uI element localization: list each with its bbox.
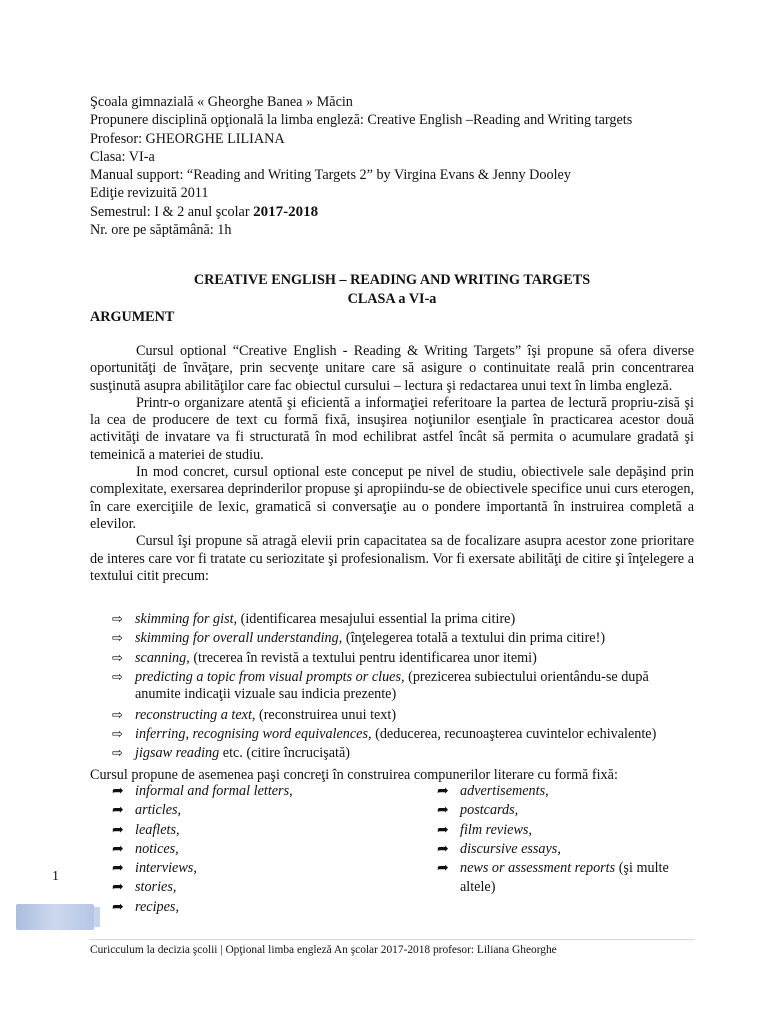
form-term: recipes, <box>135 898 179 915</box>
page-footer: Curicculum la decizia şcolii | Opţional limba engleză An şcolar 2017-2018 profesor: Liliana Gheorghe <box>90 944 557 956</box>
document-header <box>90 93 700 239</box>
curved-arrow-icon: ➦ <box>437 802 449 819</box>
skill-description: (deducerea, recunoaşterea cuvintelor echivalente) <box>371 726 657 743</box>
list-item <box>112 801 412 820</box>
school-year: 2017-2018 <box>253 203 319 220</box>
curved-arrow-icon: ➦ <box>112 840 124 857</box>
list-item <box>112 629 696 648</box>
skill-term: scanning, <box>135 649 190 666</box>
page-number-decoration <box>16 904 94 930</box>
list-item <box>112 706 696 725</box>
outline-right-arrow-icon: ⇨ <box>112 707 123 723</box>
list-item <box>437 840 702 859</box>
section-heading: ARGUMENT <box>90 309 175 325</box>
paragraph: Cursul optional “Creative English - Reading & Writing Targets” îşi propune să ofera diverse oportunităţi de învăţare, prin secvenţe unitare care să asigure o continuitate reală prin concentrarea susţinută asupra abilităţilor care fac obiectul cursului – lectura şi redactarea unui text în limba engleză. <box>90 343 694 394</box>
list-item <box>112 859 412 878</box>
skill-term: predicting a topic from visual prompts or clues, <box>135 668 405 685</box>
form-term: informal and formal letters, <box>135 783 293 799</box>
form-term: leaflets, <box>135 821 180 838</box>
curved-arrow-icon: ➦ <box>112 860 124 877</box>
list-item <box>112 669 696 704</box>
semester-line <box>90 203 700 221</box>
curved-arrow-icon: ➦ <box>437 860 449 877</box>
curved-arrow-icon: ➦ <box>112 802 124 819</box>
outline-right-arrow-icon: ⇨ <box>112 746 123 762</box>
list-item <box>437 801 702 820</box>
curved-arrow-icon: ➦ <box>112 821 124 838</box>
outline-right-arrow-icon: ⇨ <box>112 669 123 685</box>
skill-term: inferring, recognising word equivalences, <box>135 726 372 743</box>
reading-skills-list <box>112 610 696 764</box>
skill-description: etc. (citire încrucişată) <box>219 745 350 762</box>
form-term: advertisements, <box>460 783 549 799</box>
skill-description: (înţelegerea totală a textului din prima citire!) <box>342 630 606 647</box>
skill-description: (trecerea în revistă a textului pentru identificarea unor itemi) <box>189 649 537 666</box>
list-item <box>112 725 696 744</box>
edition-line: Ediţie revizuită 2011 <box>90 185 209 202</box>
form-term: articles, <box>135 802 182 819</box>
curved-arrow-icon: ➦ <box>437 840 449 857</box>
semester-label: Semestrul: I & 2 anul şcolar <box>90 203 254 220</box>
forms-list-left <box>112 782 412 917</box>
outline-right-arrow-icon: ⇨ <box>112 631 123 647</box>
list-item <box>437 782 702 801</box>
hours-line: Nr. ore pe săptămână: 1h <box>90 222 232 239</box>
skill-term: skimming for overall understanding, <box>135 630 343 647</box>
form-term: notices, <box>135 840 179 857</box>
curved-arrow-icon: ➦ <box>437 821 449 838</box>
curved-arrow-icon: ➦ <box>112 879 124 896</box>
page-number: 1 <box>52 869 59 884</box>
form-term: news or assessment reports <box>460 860 616 877</box>
forms-list-right <box>437 782 702 898</box>
paragraph: In mod concret, cursul optional este conceput pe nivel de studiu, obiectivele sale depăşind prin complexitate, exersarea deprinderilor propuse şi apropiindu-se de obiectivele specifice unui curs eterogen, în care exerciţiile de lexic, gramatică si conversaţie au o pondere importantă în instruirea completă a elevilor. <box>90 464 694 532</box>
form-term: stories, <box>135 879 177 896</box>
list-item <box>112 744 696 763</box>
argument-body <box>90 343 694 585</box>
manual-line: Manual support: “Reading and Writing Targets 2” by Virgina Evans & Jenny Dooley <box>90 167 571 184</box>
list-item <box>112 649 696 668</box>
form-note: (şi multe altele) <box>460 860 669 896</box>
outline-right-arrow-icon: ⇨ <box>112 612 123 627</box>
paragraph: Printr-o organizare atentă şi eficientă a informaţiei referitoare la partea de lectură propriu-zisă şi la cea de producere de text cu formă fixă, insuşirea noţiunilor esenţiale în practicarea acestor două activităţi de invatare va fi structurată în mod echilibrat astfel încât să permita o acumulare gradată şi temeinică a materiei de studiu. <box>90 394 694 463</box>
class-line: Clasa: VI-a <box>90 148 155 165</box>
school-line: Şcoala gimnazială « Gheorghe Banea » Măcin <box>90 94 353 110</box>
list-item <box>112 878 412 897</box>
footer-divider <box>90 939 694 940</box>
composition-intro: Cursul propune de asemenea paşi concreţi în construirea compunerilor literare cu formă fixă: <box>90 767 618 783</box>
document-titles <box>90 271 694 327</box>
list-item <box>112 610 696 629</box>
form-term: interviews, <box>135 860 197 877</box>
paragraph: Cursul îşi propune să atragă elevii prin capacitatea sa de focalizare asupra acestor zone prioritare de interes care vor fi tratate cu seriozitate şi profesionalism. Vor fi exersate abilităţi de citire şi înţelegere a textului citit precum: <box>90 533 694 584</box>
skill-term: skimming for gist, <box>135 611 238 627</box>
form-term: postcards, <box>460 802 519 819</box>
list-item <box>437 821 702 840</box>
curved-arrow-icon: ➦ <box>112 783 124 799</box>
curved-arrow-icon: ➦ <box>112 898 124 915</box>
teacher-line: Profesor: GHEORGHE LILIANA <box>90 130 285 147</box>
outline-right-arrow-icon: ⇨ <box>112 727 123 743</box>
skill-term: jigsaw reading <box>135 745 220 762</box>
skill-term: reconstructing a text, <box>135 706 256 723</box>
form-term: discursive essays, <box>460 840 561 857</box>
list-item <box>112 898 412 917</box>
class-title: CLASA a VI-a <box>347 290 437 307</box>
list-item <box>112 821 412 840</box>
list-item <box>437 859 702 898</box>
proposal-line: Propunere disciplină opţională la limba engleză: Creative English –Reading and Writing targets <box>90 112 633 129</box>
skill-description: (prezicerea subiectului orientându-se după anumite indicaţii vizuale sau indicia prezente) <box>135 668 649 703</box>
list-item <box>112 782 412 801</box>
skill-description: (reconstruirea unui text) <box>255 706 397 723</box>
outline-right-arrow-icon: ⇨ <box>112 650 123 666</box>
list-item <box>112 840 412 859</box>
form-term: film reviews, <box>460 821 532 838</box>
skill-description: (identificarea mesajului essential la prima citire) <box>237 611 516 627</box>
curved-arrow-icon: ➦ <box>437 783 449 799</box>
main-title: CREATIVE ENGLISH – READING AND WRITING TARGETS <box>193 272 591 288</box>
